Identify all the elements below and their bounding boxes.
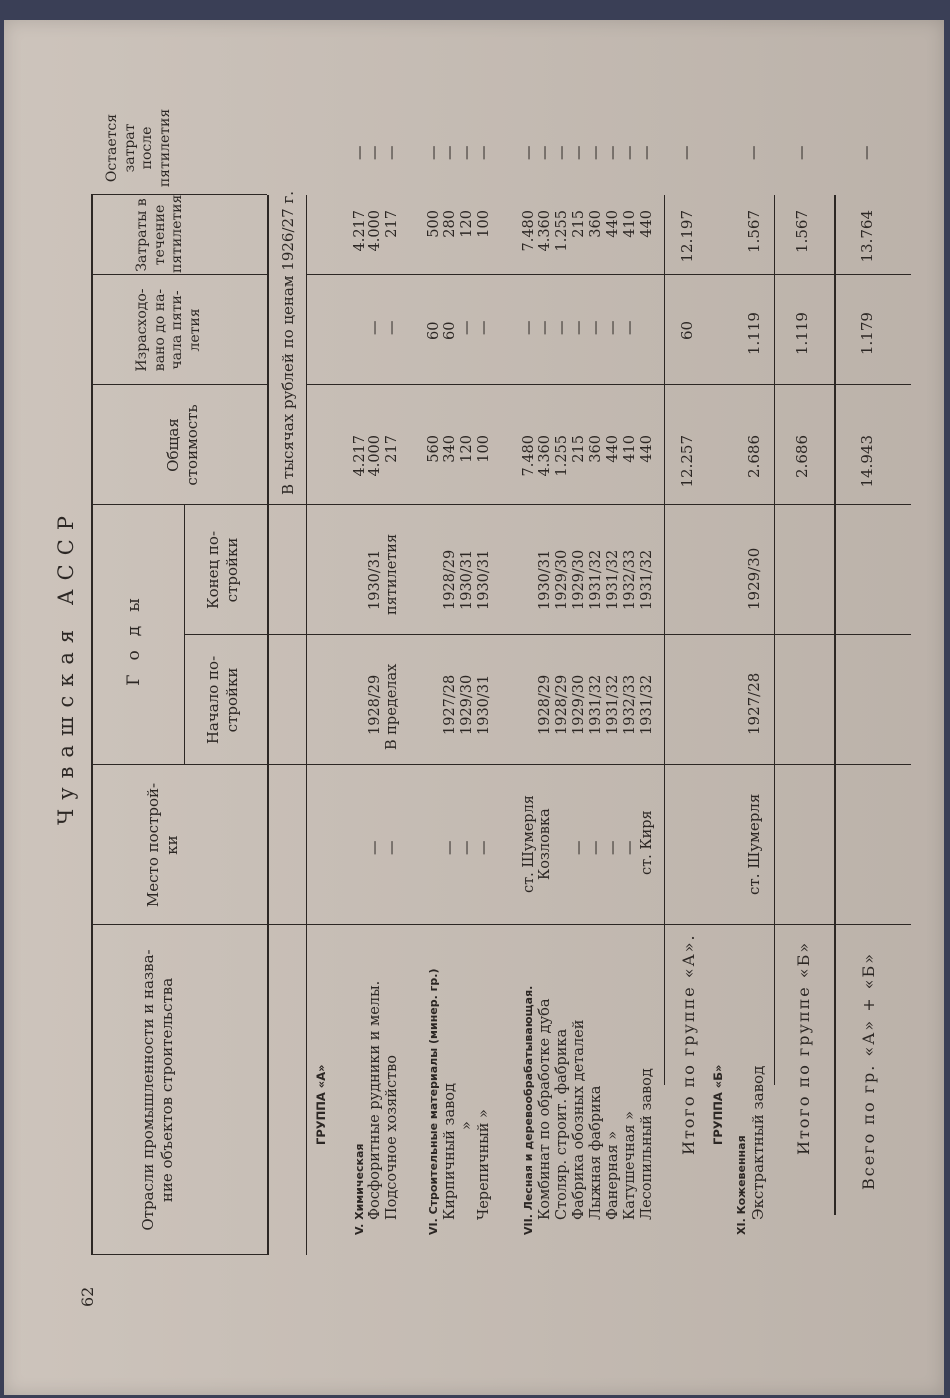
group-a-title: ГРУППА «А» <box>314 1064 328 1145</box>
header-rest: Остается затрат после пятилетия <box>104 108 173 188</box>
header-end: Конец по-стройки <box>204 530 241 610</box>
page-title: Чувашская АССР <box>54 507 78 825</box>
row-spent: — <box>521 320 537 335</box>
row-end: 1928/29 <box>442 549 458 610</box>
header-start: Начало по-стройки <box>204 655 241 745</box>
row-rest: — <box>426 145 442 160</box>
row-place: — <box>571 840 587 855</box>
row-label: Лыжная фабрика <box>588 1085 604 1220</box>
total-b-spent: 1.119 <box>793 312 811 355</box>
row-end: 1930/31 <box>476 549 492 610</box>
total-a-spent: 60 <box>678 320 696 340</box>
row-place: — <box>384 840 400 855</box>
row-start: 1928/29 <box>537 674 553 735</box>
rule-spent <box>91 384 267 385</box>
header-place: Место построй-ки <box>144 782 181 908</box>
row-total: 340 <box>442 435 458 463</box>
total-b-total: 2.686 <box>793 435 811 478</box>
row-start: 1931/32 <box>605 674 621 735</box>
section-chemical: V. Химическая <box>353 1143 366 1235</box>
section-wood: VII. Лесная и деревообрабатывающая. <box>522 985 535 1235</box>
row-place: — <box>476 840 492 855</box>
row-total: 440 <box>605 435 621 463</box>
row-start: 1928/29 <box>367 674 383 735</box>
row-rest: — <box>384 145 400 160</box>
header-bottom-rule <box>267 195 269 1255</box>
row-place: Козловка <box>537 808 553 880</box>
row-place: — <box>442 840 458 855</box>
row-plan: 360 <box>588 210 604 238</box>
row-start: 1929/30 <box>571 674 587 735</box>
total-a-plan: 12.197 <box>678 210 696 263</box>
row-start: 1927/28 <box>745 672 763 735</box>
row-plan: 1.567 <box>745 210 763 253</box>
rule-total-a <box>664 195 665 1085</box>
row-start: 1931/32 <box>639 674 655 735</box>
units-bottom-rule <box>306 195 307 1255</box>
row-total: 410 <box>622 435 638 463</box>
total-b-label: Итого по группе «Б» <box>794 940 813 1155</box>
row-total: 100 <box>476 435 492 463</box>
row-total: 360 <box>588 435 604 463</box>
row-plan: 217 <box>384 210 400 238</box>
row-label: Фанерная » <box>605 1130 621 1220</box>
row-end: 1932/33 <box>622 549 638 610</box>
row-rest: — <box>442 145 458 160</box>
row-rest: — <box>571 145 587 160</box>
row-spent: — <box>605 320 621 335</box>
row-start: В пределах <box>384 663 400 750</box>
row-total: 7.480 <box>521 435 537 477</box>
row-plan: 120 <box>459 210 475 238</box>
rule-years-sub <box>184 505 185 765</box>
row-total: 4.360 <box>537 435 553 477</box>
row-plan: 4.360 <box>537 210 553 252</box>
row-total: 217 <box>384 435 400 463</box>
header-spent: Израсходо-вано до на-чала пяти-летия <box>134 288 203 372</box>
row-spent: 60 <box>442 321 458 340</box>
row-label: Фосфоритные рудники и мелы. <box>367 980 383 1220</box>
row-rest: — <box>352 145 368 160</box>
row-label: Катушечная » <box>622 1110 638 1220</box>
row-start: 1929/30 <box>459 674 475 735</box>
row-place: — <box>622 840 638 855</box>
grand-total-label: Всего по гр. «А» + «Б» <box>859 951 878 1190</box>
grand-total-total: 14.943 <box>858 435 876 488</box>
row-end: 1931/32 <box>605 549 621 610</box>
row-place: ст. Шумерля <box>745 793 763 895</box>
page-number: 62 <box>78 1286 97 1307</box>
row-spent: — <box>622 320 638 335</box>
row-place: — <box>367 840 383 855</box>
row-total: 1.255 <box>554 435 570 477</box>
row-label: Столяр. строит. фабрика <box>554 1028 570 1220</box>
row-end: 1930/31 <box>367 549 383 610</box>
section-leather: XI. Кожевенная <box>735 1135 748 1235</box>
grand-total-spent: 1.179 <box>858 312 876 355</box>
header-total: Общая стоимость <box>164 404 201 486</box>
row-rest: — <box>459 145 475 160</box>
row-spent: — <box>459 320 475 335</box>
total-b-plan: 1.567 <box>793 210 811 253</box>
row-rest: — <box>605 145 621 160</box>
header-object: Отрасли промышленности и назва-ние объектов строительства <box>139 949 176 1231</box>
row-plan: 440 <box>639 210 655 238</box>
row-label: Черепичный » <box>476 1109 492 1220</box>
row-plan: 280 <box>442 210 458 238</box>
row-plan: 7.480 <box>521 210 537 252</box>
row-plan: 4.000 <box>367 210 383 252</box>
row-end: 1930/31 <box>537 549 553 610</box>
total-b-rest: — <box>794 145 810 160</box>
row-place: ст. Киря <box>639 810 655 875</box>
row-rest: — <box>521 145 537 160</box>
row-start: 1928/29 <box>554 674 570 735</box>
total-a-rest: — <box>679 145 695 160</box>
row-total: 440 <box>639 435 655 463</box>
rule-place <box>91 924 911 925</box>
row-end: пятилетия <box>384 533 400 615</box>
row-plan: 440 <box>605 210 621 238</box>
row-label: » <box>459 1121 475 1130</box>
row-label: Фабрика обозных деталей <box>571 1019 587 1220</box>
section-building-materials: VI. Строительные материалы (минер. гр.) <box>427 968 440 1235</box>
rule-grand-total <box>834 195 836 1215</box>
row-plan: 1.255 <box>554 210 570 252</box>
row-spent: — <box>554 320 570 335</box>
row-total: 4.217 <box>352 435 368 477</box>
scanned-page <box>4 20 944 1395</box>
row-end: 1929/30 <box>571 549 587 610</box>
row-plan: 4.217 <box>352 210 368 252</box>
total-a-label: Итого по группе «А». <box>679 933 698 1155</box>
row-place: — <box>605 840 621 855</box>
row-rest: — <box>554 145 570 160</box>
grand-total-rest: — <box>859 145 875 160</box>
row-spent: 1.119 <box>745 312 763 355</box>
rule-start-end <box>184 634 911 635</box>
row-spent: — <box>571 320 587 335</box>
row-start: 1927/28 <box>442 674 458 735</box>
table-left-rule <box>91 1254 267 1255</box>
rule-total <box>91 504 911 505</box>
row-spent: — <box>537 320 553 335</box>
table-top-rule <box>91 195 93 1255</box>
row-total: 2.686 <box>745 435 763 478</box>
row-start: 1931/32 <box>588 674 604 735</box>
header-plan: Затраты в течение пятилетия <box>134 194 185 273</box>
total-a-total: 12.257 <box>678 435 696 488</box>
row-place: ст. Шумерля <box>521 795 537 893</box>
row-total: 560 <box>426 435 442 463</box>
row-label: Кирпичный завод <box>442 1083 458 1220</box>
row-start: 1930/31 <box>476 674 492 735</box>
header-years: Годы <box>124 584 144 686</box>
row-end: 1929/30 <box>745 547 763 610</box>
row-spent: — <box>476 320 492 335</box>
row-end: 1931/32 <box>639 549 655 610</box>
row-end: 1930/31 <box>459 549 475 610</box>
row-total: 120 <box>459 435 475 463</box>
row-plan: 410 <box>622 210 638 238</box>
row-total: 215 <box>571 435 587 463</box>
row-label: Комбинат по обработке дуба <box>537 998 553 1220</box>
row-place: — <box>588 840 604 855</box>
group-b-title: ГРУППА «Б» <box>711 1064 725 1145</box>
row-plan: 100 <box>476 210 492 238</box>
row-label: Подсочное хозяйство <box>384 1055 400 1220</box>
row-label: Экстрактный завод <box>749 1065 767 1220</box>
header-units: В тысячах рублей по ценам 1926/27 г. <box>279 190 297 495</box>
row-rest: — <box>746 145 762 160</box>
row-spent: — <box>588 320 604 335</box>
row-end: 1929/30 <box>554 549 570 610</box>
row-label: Лесопильный завод <box>639 1068 655 1220</box>
row-place: — <box>459 840 475 855</box>
row-plan: 500 <box>426 210 442 238</box>
row-rest: — <box>476 145 492 160</box>
rule-spent-body <box>306 384 911 385</box>
row-start: 1932/33 <box>622 674 638 735</box>
row-rest: — <box>367 145 383 160</box>
row-spent: — <box>367 320 383 335</box>
rule-plan <box>91 274 267 275</box>
row-end: 1931/32 <box>588 549 604 610</box>
rule-years <box>91 764 911 765</box>
row-rest: — <box>639 145 655 160</box>
row-plan: 215 <box>571 210 587 238</box>
row-rest: — <box>537 145 553 160</box>
grand-total-plan: 13.764 <box>858 210 876 263</box>
row-rest: — <box>622 145 638 160</box>
row-spent: 60 <box>426 321 442 340</box>
row-rest: — <box>588 145 604 160</box>
rule-total-b <box>774 195 775 1085</box>
rotated-table-page <box>34 55 914 1385</box>
row-total: 4.000 <box>367 435 383 477</box>
row-spent: — <box>384 320 400 335</box>
